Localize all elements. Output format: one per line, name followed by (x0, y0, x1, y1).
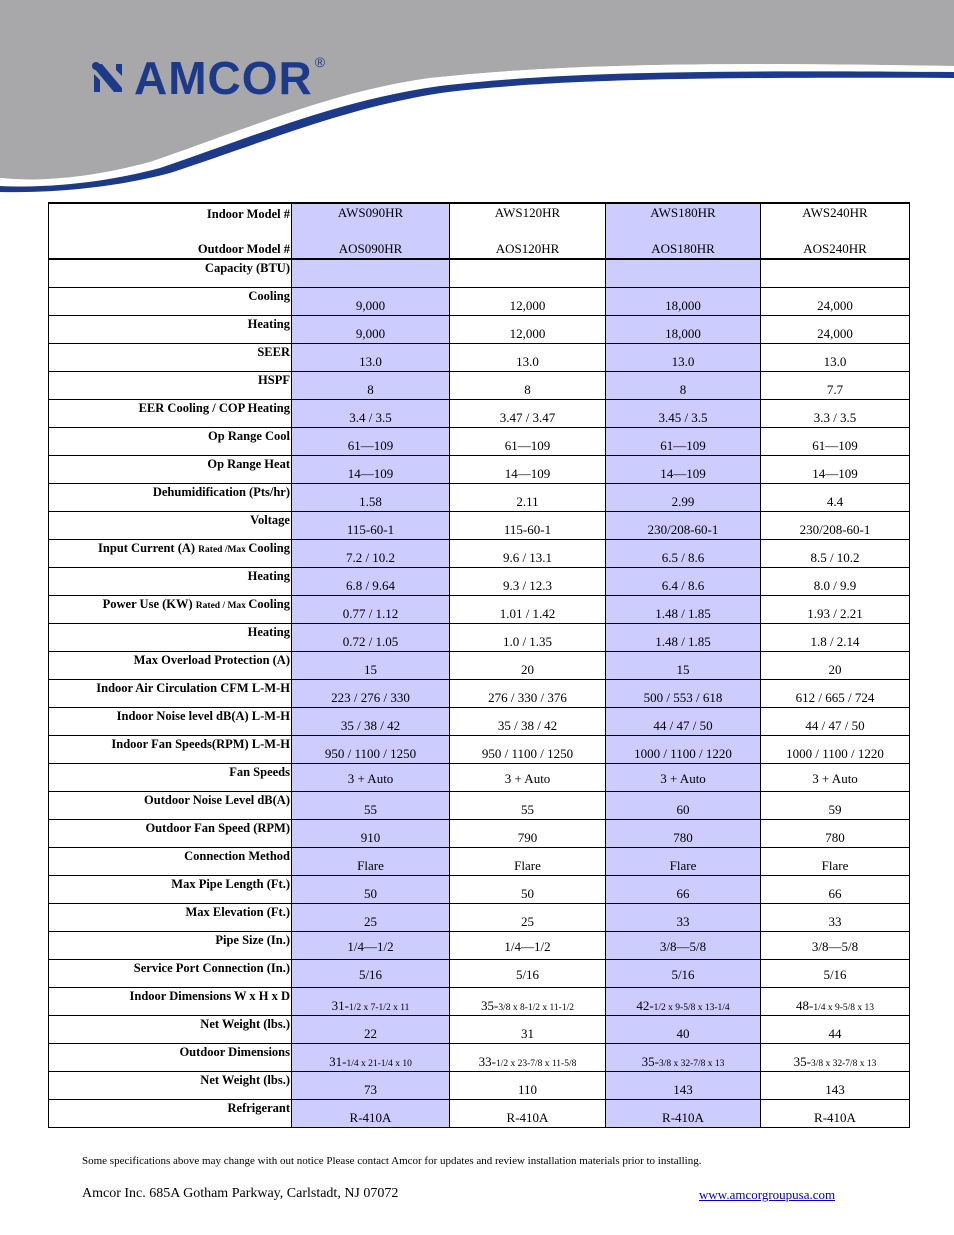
spec-value: 35 / 38 / 42 (450, 707, 606, 735)
dimension-lead: 35- (481, 998, 499, 1013)
spec-label: Net Weight (lbs.) (49, 1071, 292, 1099)
spec-value: 14—109 (761, 455, 910, 483)
spec-value: 8.0 / 9.9 (761, 567, 910, 595)
indoor-model: AWS180HR (650, 205, 716, 220)
spec-value: 61—109 (292, 427, 450, 455)
spec-row (49, 455, 910, 483)
spec-value (450, 987, 606, 1015)
spec-value (450, 1043, 606, 1071)
spec-label-qualifier: Rated / Max (195, 600, 249, 611)
spec-value: 9.3 / 12.3 (450, 567, 606, 595)
outdoor-model: AOS240HR (803, 241, 867, 256)
spec-row (49, 959, 910, 987)
spec-value: 8 (292, 371, 450, 399)
spec-value: R-410A (761, 1099, 910, 1127)
spec-value (292, 1043, 450, 1071)
spec-value: 1000 / 1100 / 1220 (606, 735, 761, 763)
spec-value: 15 (292, 651, 450, 679)
spec-value: 1.58 (292, 483, 450, 511)
dimension-lead: 33- (478, 1054, 496, 1069)
spec-value: 24,000 (761, 315, 910, 343)
dimension-lead: 35- (793, 1054, 811, 1069)
spec-value (606, 987, 761, 1015)
registered-mark: ® (314, 54, 326, 70)
spec-value: 13.0 (606, 343, 761, 371)
spec-value: Flare (606, 847, 761, 875)
spec-value: 59 (761, 791, 910, 819)
dimension-lead: 35- (641, 1054, 659, 1069)
spec-label: Op Range Heat (49, 455, 292, 483)
spec-value: 143 (761, 1071, 910, 1099)
page-header (0, 0, 954, 200)
spec-value: 612 / 665 / 724 (761, 679, 910, 707)
spec-value: 73 (292, 1071, 450, 1099)
spec-label: Dehumidification (Pts/hr) (49, 483, 292, 511)
company-address: Amcor Inc. 685A Gotham Parkway, Carlstadt, NJ 07072 (82, 1186, 399, 1201)
spec-value: 950 / 1100 / 1250 (450, 735, 606, 763)
dimension-rest: 1/2 x 23-7/8 x 11-5/8 (495, 1059, 577, 1069)
spec-value: 9,000 (292, 287, 450, 315)
spec-value: 44 / 47 / 50 (761, 707, 910, 735)
spec-label: Pipe Size (In.) (49, 931, 292, 959)
spec-value: 6.4 / 8.6 (606, 567, 761, 595)
spec-value: 110 (450, 1071, 606, 1099)
indoor-model-label: Indoor Model # (206, 207, 290, 221)
spec-value: 12,000 (450, 287, 606, 315)
spec-label-end: Cooling (248, 540, 290, 555)
spec-value: 5/16 (761, 959, 910, 987)
spec-row (49, 791, 910, 819)
spec-label: Capacity (BTU) (49, 259, 292, 287)
spec-value: 14—109 (292, 455, 450, 483)
spec-value: R-410A (292, 1099, 450, 1127)
spec-value: 25 (450, 903, 606, 931)
spec-row (49, 315, 910, 343)
spec-value: 3.45 / 3.5 (606, 399, 761, 427)
spec-label: Max Elevation (Ft.) (49, 903, 292, 931)
spec-value: 3 + Auto (761, 763, 910, 791)
outdoor-model-label: Outdoor Model # (197, 242, 290, 256)
model-label-cell (49, 203, 292, 259)
spec-value: 13.0 (450, 343, 606, 371)
spec-label: Max Overload Protection (A) (49, 651, 292, 679)
spec-value: 12,000 (450, 315, 606, 343)
spec-row (49, 707, 910, 735)
spec-row (49, 763, 910, 791)
spec-value: 15 (606, 651, 761, 679)
spec-value: 790 (450, 819, 606, 847)
spec-value: 230/208-60-1 (606, 511, 761, 539)
spec-row (49, 903, 910, 931)
spec-label: Indoor Air Circulation CFM L-M-H (49, 679, 292, 707)
spec-value: 1.48 / 1.85 (606, 623, 761, 651)
outdoor-model: AOS180HR (651, 241, 715, 256)
spec-value (292, 259, 450, 287)
spec-value: 3 + Auto (292, 763, 450, 791)
spec-value (606, 1043, 761, 1071)
spec-value: 5/16 (450, 959, 606, 987)
spec-value: 500 / 553 / 618 (606, 679, 761, 707)
spec-label: EER Cooling / COP Heating (49, 399, 292, 427)
spec-value: 66 (761, 875, 910, 903)
spec-value: 50 (292, 875, 450, 903)
spec-value: 5/16 (292, 959, 450, 987)
spec-value: 3 + Auto (450, 763, 606, 791)
spec-label (49, 595, 292, 623)
spec-label: Indoor Dimensions W x H x D (49, 987, 292, 1015)
spec-label: Service Port Connection (In.) (49, 959, 292, 987)
spec-label: Op Range Cool (49, 427, 292, 455)
spec-row (49, 1015, 910, 1043)
spec-row (49, 343, 910, 371)
spec-value: 7.2 / 10.2 (292, 539, 450, 567)
spec-value: Flare (761, 847, 910, 875)
spec-value: 1.48 / 1.85 (606, 595, 761, 623)
spec-value: 1/4—1/2 (450, 931, 606, 959)
amcor-logo-icon (88, 58, 128, 98)
spec-value: R-410A (450, 1099, 606, 1127)
indoor-model: AWS120HR (494, 205, 561, 220)
spec-value: 780 (761, 819, 910, 847)
spec-label: Heating (49, 623, 292, 651)
spec-label-main: Input Current (A) (98, 540, 199, 555)
spec-row (49, 1099, 910, 1127)
spec-value: 18,000 (606, 287, 761, 315)
spec-value: 33 (761, 903, 910, 931)
spec-value: 3/8—5/8 (761, 931, 910, 959)
dimension-lead: 31- (331, 998, 349, 1013)
spec-row (49, 371, 910, 399)
spec-value: 6.5 / 8.6 (606, 539, 761, 567)
spec-label: Outdoor Fan Speed (RPM) (49, 819, 292, 847)
brand-name: AMCOR (134, 52, 313, 104)
indoor-model: AWS090HR (337, 205, 404, 220)
spec-row (49, 1043, 910, 1071)
dimension-rest: 1/2 x 7-1/2 x 11 (349, 1003, 410, 1013)
spec-value (761, 987, 910, 1015)
spec-label: Outdoor Noise Level dB(A) (49, 791, 292, 819)
spec-value: 1.8 / 2.14 (761, 623, 910, 651)
spec-value (761, 1043, 910, 1071)
spec-label: Indoor Fan Speeds(RPM) L-M-H (49, 735, 292, 763)
spec-value: 55 (292, 791, 450, 819)
spec-value: 3.47 / 3.47 (450, 399, 606, 427)
spec-value: 1.01 / 1.42 (450, 595, 606, 623)
spec-value: 4.4 (761, 483, 910, 511)
spec-value: 143 (606, 1071, 761, 1099)
spec-label: Heating (49, 315, 292, 343)
spec-value: 44 / 47 / 50 (606, 707, 761, 735)
outdoor-model: AOS090HR (338, 241, 403, 256)
model-cell (292, 203, 450, 259)
spec-row (49, 1071, 910, 1099)
spec-value: 61—109 (606, 427, 761, 455)
spec-value: 55 (450, 791, 606, 819)
spec-value: 61—109 (761, 427, 910, 455)
spec-label: Fan Speeds (49, 763, 292, 791)
spec-value: 5/16 (606, 959, 761, 987)
spec-label: Outdoor Dimensions (49, 1043, 292, 1071)
spec-row (49, 399, 910, 427)
spec-row (49, 987, 910, 1015)
spec-value (450, 259, 606, 287)
spec-value: 60 (606, 791, 761, 819)
indoor-model: AWS240HR (802, 205, 868, 220)
spec-row (49, 595, 910, 623)
spec-value: 40 (606, 1015, 761, 1043)
spec-value: 24,000 (761, 287, 910, 315)
spec-row (49, 483, 910, 511)
spec-row (49, 735, 910, 763)
spec-value: 33 (606, 903, 761, 931)
spec-value: 780 (606, 819, 761, 847)
spec-row (49, 847, 910, 875)
spec-row (49, 679, 910, 707)
spec-value: Flare (292, 847, 450, 875)
spec-row (49, 287, 910, 315)
spec-value: 14—109 (606, 455, 761, 483)
spec-value: 1.0 / 1.35 (450, 623, 606, 651)
spec-row (49, 931, 910, 959)
spec-value: 44 (761, 1015, 910, 1043)
spec-value: 115-60-1 (292, 511, 450, 539)
spec-row (49, 875, 910, 903)
spec-label (49, 539, 292, 567)
spec-row (49, 623, 910, 651)
spec-label: Connection Method (49, 847, 292, 875)
spec-value: 8.5 / 10.2 (761, 539, 910, 567)
model-cell (450, 203, 606, 259)
dimension-rest: 1/2 x 9-5/8 x 13-1/4 (653, 1003, 730, 1013)
dimension-lead: 31- (329, 1054, 347, 1069)
spec-row (49, 511, 910, 539)
website-link[interactable]: www.amcorgroupusa.com (699, 1187, 836, 1202)
dimension-rest: 3/8 x 32-7/8 x 13 (810, 1059, 877, 1069)
spec-label: SEER (49, 343, 292, 371)
spec-value: 20 (450, 651, 606, 679)
spec-value: 61—109 (450, 427, 606, 455)
spec-value: 276 / 330 / 376 (450, 679, 606, 707)
spec-label: Indoor Noise level dB(A) L-M-H (49, 707, 292, 735)
spec-label-qualifier: Rated /Max (198, 544, 249, 555)
amcor-logo (88, 52, 325, 104)
spec-row (49, 651, 910, 679)
model-cell (761, 203, 910, 259)
spec-value: 9.6 / 13.1 (450, 539, 606, 567)
spec-value: 35 / 38 / 42 (292, 707, 450, 735)
spec-value: 3/8—5/8 (606, 931, 761, 959)
dimension-rest: 1/4 x 9-5/8 x 13 (813, 1003, 875, 1013)
spec-value: 8 (606, 371, 761, 399)
dimension-rest: 1/4 x 21-1/4 x 10 (346, 1059, 412, 1069)
spec-value: 3 + Auto (606, 763, 761, 791)
spec-value: 18,000 (606, 315, 761, 343)
spec-value: 22 (292, 1015, 450, 1043)
dimension-lead: 48- (795, 998, 814, 1013)
spec-value: 13.0 (761, 343, 910, 371)
spec-table (48, 202, 910, 1128)
spec-label: Voltage (49, 511, 292, 539)
spec-value: 14—109 (450, 455, 606, 483)
spec-value: 20 (761, 651, 910, 679)
footnote: Some specifications above may change with out notice Please contact Amcor for updates and review installation materials prior to installing. (82, 1155, 702, 1167)
spec-value (761, 259, 910, 287)
spec-value: 2.99 (606, 483, 761, 511)
spec-value: Flare (450, 847, 606, 875)
model-cell (606, 203, 761, 259)
spec-value: 0.72 / 1.05 (292, 623, 450, 651)
model-header-row (49, 203, 910, 259)
spec-label: Net Weight (lbs.) (49, 1015, 292, 1043)
spec-value: 7.7 (761, 371, 910, 399)
spec-value (606, 259, 761, 287)
spec-value: 1000 / 1100 / 1220 (761, 735, 910, 763)
spec-value: 910 (292, 819, 450, 847)
spec-value: 50 (450, 875, 606, 903)
spec-value: 2.11 (450, 483, 606, 511)
spec-value (292, 987, 450, 1015)
spec-row (49, 259, 910, 287)
spec-label: Refrigerant (49, 1099, 292, 1127)
dimension-rest: 3/8 x 8-1/2 x 11-1/2 (498, 1003, 574, 1013)
spec-value: 8 (450, 371, 606, 399)
spec-value: 1/4—1/2 (292, 931, 450, 959)
dimension-rest: 3/8 x 32-7/8 x 13 (658, 1059, 725, 1069)
dimension-lead: 42- (636, 998, 654, 1013)
spec-label-end: Cooling (248, 596, 290, 611)
spec-row (49, 819, 910, 847)
spec-label: Max Pipe Length (Ft.) (49, 875, 292, 903)
spec-value: 223 / 276 / 330 (292, 679, 450, 707)
spec-value: 230/208-60-1 (761, 511, 910, 539)
spec-value: 13.0 (292, 343, 450, 371)
spec-value: 6.8 / 9.64 (292, 567, 450, 595)
spec-label: HSPF (49, 371, 292, 399)
spec-value: 1.93 / 2.21 (761, 595, 910, 623)
spec-value: 9,000 (292, 315, 450, 343)
spec-row (49, 539, 910, 567)
spec-value: 25 (292, 903, 450, 931)
spec-row (49, 567, 910, 595)
spec-value: 0.77 / 1.12 (292, 595, 450, 623)
spec-label: Cooling (49, 287, 292, 315)
spec-value: R-410A (606, 1099, 761, 1127)
spec-row (49, 427, 910, 455)
spec-label-main: Power Use (KW) (102, 596, 196, 611)
outdoor-model: AOS120HR (495, 241, 560, 256)
spec-value: 3.3 / 3.5 (761, 399, 910, 427)
spec-label: Heating (49, 567, 292, 595)
spec-value: 115-60-1 (450, 511, 606, 539)
spec-value: 3.4 / 3.5 (292, 399, 450, 427)
spec-value: 31 (450, 1015, 606, 1043)
spec-value: 950 / 1100 / 1250 (292, 735, 450, 763)
spec-value: 66 (606, 875, 761, 903)
